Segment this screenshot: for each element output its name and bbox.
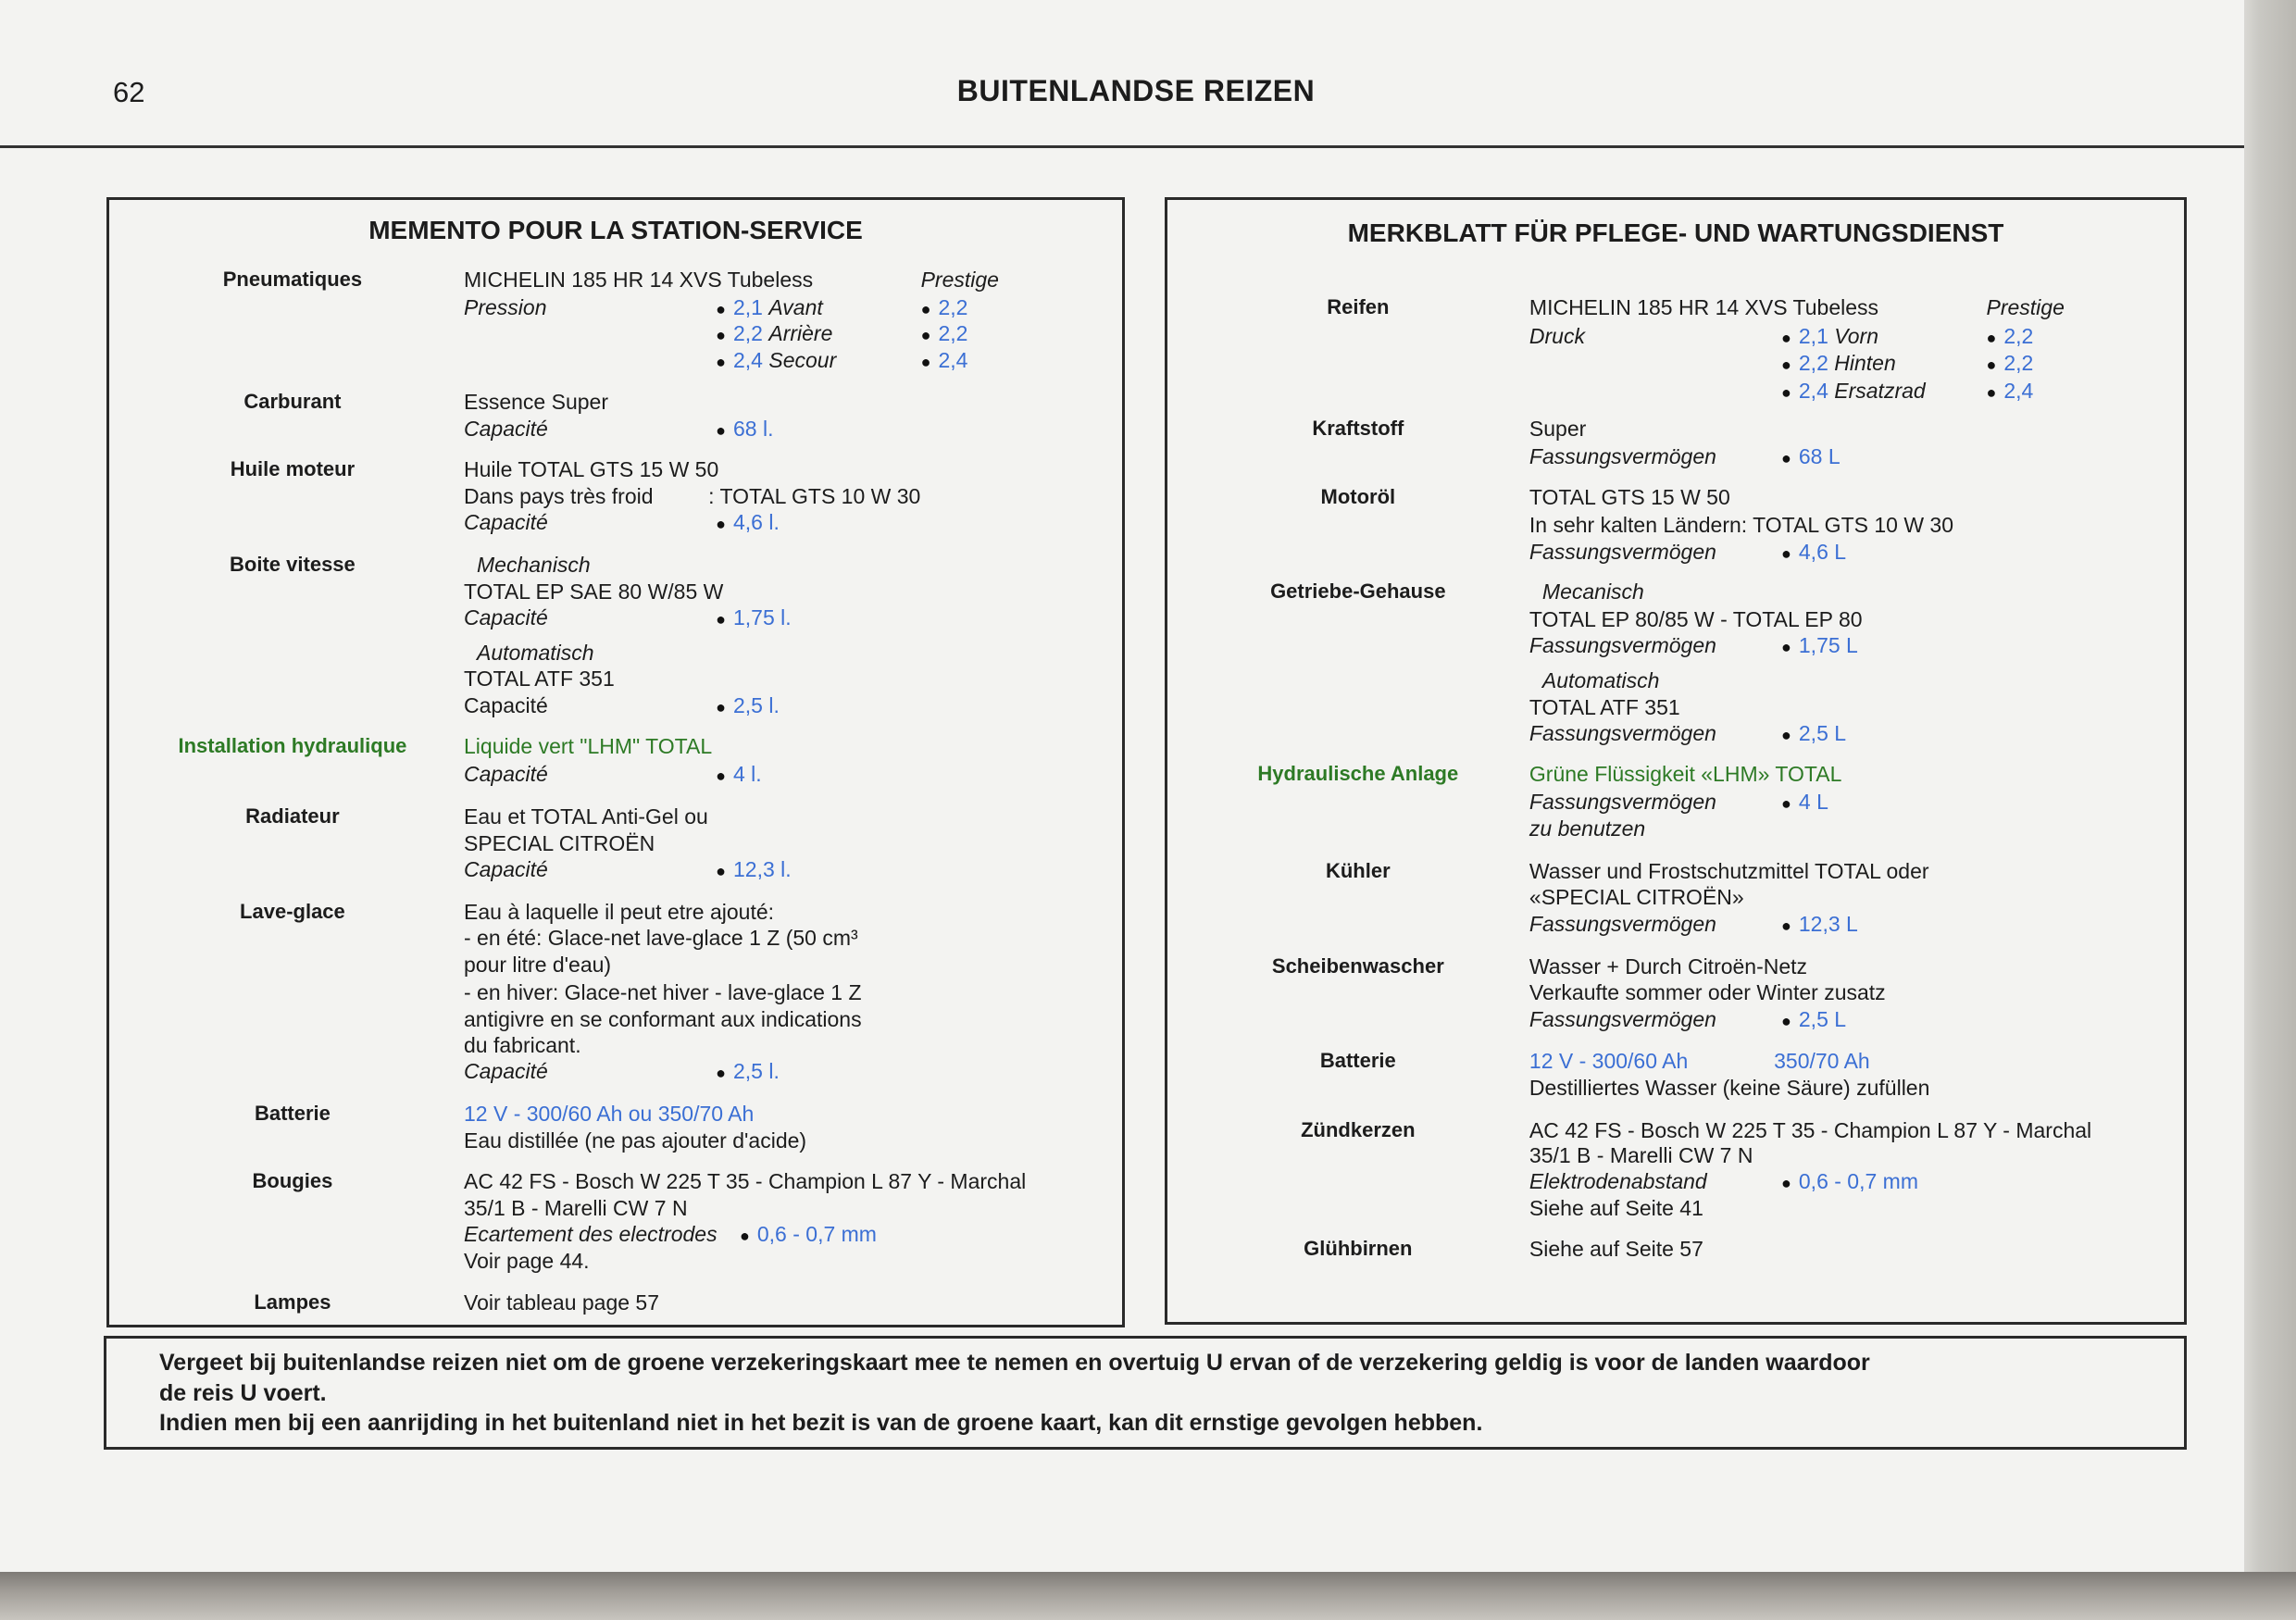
bullet-icon: ● (716, 326, 726, 345)
value-note: Hinten (1834, 350, 1896, 375)
bullet-icon: ● (920, 299, 931, 318)
note-line: Vergeet bij buitenlandse reizen niet om de groene verzekeringskaart mee te nemen en overtuig U ervan of de verzekering geldig is voor de landen waardoor (159, 1350, 1870, 1376)
spec-value (716, 692, 780, 721)
value-text: 2,4 (1798, 378, 1828, 403)
page-number: 62 (113, 76, 145, 108)
spec-value (716, 508, 780, 538)
value-text: 0,6 - 0,7 mm (1798, 1169, 1918, 1194)
spec-line: MICHELIN 185 HR 14 XVS Tubeless (464, 267, 814, 292)
spec-line-extra: 350/70 Ah (1774, 1049, 1870, 1074)
spec-line: Fassungsvermögen (1529, 633, 1716, 658)
bullet-icon: ● (740, 1227, 750, 1246)
bullet-icon: ● (1781, 329, 1791, 348)
value-text: 1,75 L (1798, 633, 1858, 658)
prestige-value (921, 293, 968, 323)
spec-line: Verkaufte sommer oder Winter zusatz (1529, 980, 1886, 1005)
bullet-icon: ● (1781, 1174, 1791, 1193)
prestige-text: 2,4 (2003, 378, 2034, 403)
bullet-icon: ● (1986, 382, 1997, 402)
value-text: 12,3 l. (732, 857, 792, 882)
spec-line: Capacité (464, 692, 548, 717)
spec-line: Wasser und Frostschutzmittel TOTAL oder (1529, 858, 1929, 883)
spec-line: Liquide vert "LHM" TOTAL (464, 734, 713, 759)
spec-value (716, 415, 773, 444)
spec-line: SPECIAL CITROËN (464, 830, 655, 855)
prestige-value (921, 266, 999, 293)
bullet-icon: ● (920, 352, 931, 371)
value-note: Vorn (1834, 324, 1878, 349)
spec-value (716, 293, 823, 323)
section-label: Zündkerzen (1301, 1117, 1416, 1141)
left-panel-title: MEMENTO POUR LA STATION-SERVICE (368, 216, 863, 244)
value-text: 4,6 l. (732, 510, 780, 535)
prestige-text: 2,2 (2003, 350, 2034, 375)
spec-value (716, 855, 792, 885)
value-text: 1,75 l. (732, 605, 792, 630)
prestige-text: 2,2 (938, 321, 968, 346)
section-label: Kraftstoff (1312, 416, 1404, 440)
spec-line: - en été: Glace-net lave-glace 1 Z (50 cm³ (464, 926, 858, 951)
spec-line: Ecartement des electrodes (464, 1222, 718, 1247)
value-text: 4,6 L (1798, 539, 1847, 564)
spec-value (716, 760, 762, 790)
spec-line: TOTAL ATF 351 (1529, 694, 1680, 719)
value-text: 68 L (1798, 444, 1841, 468)
value-text: 2,5 L (1798, 1006, 1847, 1031)
spec-line: Fassungsvermögen (1529, 911, 1716, 936)
bullet-icon: ● (716, 420, 726, 440)
spec-line: 35/1 B - Marelli CW 7 N (1529, 1142, 1753, 1167)
spec-line: Pression (464, 294, 547, 319)
spec-line: In sehr kalten Ländern: TOTAL GTS 10 W 30 (1529, 513, 1954, 538)
section-label: Installation hydraulique (178, 734, 407, 758)
value-text: 2,1 (1798, 324, 1828, 349)
bullet-icon: ● (716, 766, 726, 786)
bullet-icon: ● (716, 610, 726, 629)
spec-value (1781, 1167, 1918, 1197)
prestige-value (1987, 293, 2065, 321)
bullet-icon: ● (1781, 355, 1791, 374)
spec-line: Mechanisch (477, 553, 591, 578)
bullet-icon: ● (1781, 916, 1791, 935)
spec-line: Essence Super (464, 390, 608, 415)
spec-line: TOTAL GTS 15 W 50 (1529, 485, 1730, 510)
section-label: Batterie (254, 1102, 331, 1126)
bullet-icon: ● (1986, 329, 1997, 348)
spec-line: Grüne Flüssigkeit «LHM» TOTAL (1529, 762, 1842, 787)
section-label: Getriebe-Gehause (1270, 579, 1446, 603)
spec-value (1781, 910, 1858, 940)
spec-line: Siehe auf Seite 41 (1529, 1195, 1703, 1220)
spec-line: Destilliertes Wasser (keine Säure) zufüllen (1529, 1075, 1930, 1100)
value-text: 2,1 (732, 294, 763, 319)
value-text: 0,6 - 0,7 mm (756, 1222, 877, 1247)
spec-line: Siehe auf Seite 57 (1529, 1236, 1703, 1261)
spec-line: Huile TOTAL GTS 15 W 50 (464, 457, 719, 482)
spec-line: Super (1529, 416, 1587, 441)
spec-line: 12 V - 300/60 Ah (1529, 1049, 1689, 1074)
spec-line: Fassungsvermögen (1529, 1006, 1716, 1031)
section-label: Kühler (1325, 858, 1391, 882)
spec-value (1781, 349, 1896, 379)
section-label: Reifen (1327, 294, 1390, 318)
prestige-text: 2,2 (2003, 324, 2034, 349)
spec-line: Capacité (464, 762, 548, 787)
value-note: Avant (768, 294, 823, 319)
bullet-icon: ● (1781, 794, 1791, 814)
page-title: BUITENLANDSE REIZEN (956, 74, 1316, 107)
value-note: Ersatzrad (1834, 378, 1926, 403)
spec-line: Eau distillée (ne pas ajouter d'acide) (464, 1128, 807, 1153)
section-label: Glühbirnen (1304, 1236, 1413, 1260)
value-note: Secour (768, 347, 837, 372)
spec-line: antigivre en se conformant aux indications (464, 1006, 862, 1031)
section-label: Carburant (243, 390, 342, 414)
spec-line: TOTAL EP SAE 80 W/85 W (464, 579, 724, 604)
spec-value (1781, 631, 1858, 661)
spec-line: zu benutzen (1529, 816, 1646, 841)
spec-value (716, 604, 792, 633)
green-card-note (104, 1336, 2187, 1450)
note-line: Indien men bij een aanrijding in het buitenland niet in het bezit is van de groene kaart, kan dit ernstige gevolgen hebben. (159, 1410, 1483, 1436)
value-text: 4 L (1798, 790, 1828, 815)
spec-value (716, 1057, 780, 1087)
spec-line: Capacité (464, 416, 548, 441)
spec-value (1781, 719, 1846, 749)
spec-value (1781, 377, 1926, 406)
bullet-icon: ● (716, 1064, 726, 1083)
prestige-text: Prestige (1986, 294, 2065, 319)
value-note: Arrière (768, 321, 833, 346)
prestige-text: 2,4 (938, 347, 968, 372)
bullet-icon: ● (716, 515, 726, 534)
section-label: Motoröl (1320, 485, 1396, 509)
spec-value (716, 319, 832, 349)
spec-line: Eau et TOTAL Anti-Gel ou (464, 804, 708, 829)
prestige-value (1987, 377, 2034, 406)
bullet-icon: ● (1781, 449, 1791, 467)
section-label: Lampes (254, 1290, 331, 1315)
spec-line: Capacité (464, 510, 548, 535)
section-label: Pneumatiques (222, 267, 363, 291)
spec-line: Fassungsvermögen (1529, 790, 1716, 815)
prestige-value (921, 319, 968, 349)
note-line: de reis U voert. (159, 1380, 327, 1406)
left-panel-memento (106, 197, 1125, 1327)
spec-line: Capacité (464, 605, 548, 630)
spec-line: Fassungsvermögen (1529, 539, 1716, 564)
spec-value (740, 1220, 877, 1250)
value-text: 68 l. (732, 416, 774, 441)
bullet-icon: ● (1986, 355, 1997, 374)
spec-line: - en hiver: Glace-net hiver - lave-glace 1 Z (464, 980, 862, 1005)
prestige-text: 2,2 (938, 294, 968, 319)
spec-line: TOTAL ATF 351 (464, 667, 615, 692)
spec-line: Elektrodenabstand (1529, 1169, 1707, 1194)
section-label: Scheibenwascher (1271, 953, 1444, 978)
value-text: 2,2 (1798, 350, 1828, 375)
bullet-icon: ● (1781, 543, 1791, 563)
spec-line: «SPECIAL CITROËN» (1529, 885, 1744, 910)
prestige-value (921, 346, 968, 376)
spec-line: pour litre d'eau) (464, 952, 612, 977)
spec-line: Mecanisch (1541, 579, 1644, 604)
bullet-icon: ● (1781, 638, 1791, 657)
section-label: Boite vitesse (230, 553, 356, 577)
spec-value (1781, 442, 1841, 472)
spec-line: Capacité (464, 1059, 548, 1084)
value-text: 2,4 (732, 347, 763, 372)
spec-line: 35/1 B - Marelli CW 7 N (464, 1195, 688, 1220)
header-rule (0, 145, 2244, 148)
spec-line: Wasser + Durch Citroën-Netz (1529, 953, 1808, 978)
spec-line: MICHELIN 185 HR 14 XVS Tubeless (1529, 294, 1879, 319)
prestige-text: Prestige (920, 267, 999, 292)
spec-line: Druck (1529, 324, 1585, 349)
spec-line: Automatisch (1541, 668, 1660, 693)
prestige-value (1987, 349, 2034, 379)
value-text: 12,3 L (1798, 911, 1858, 936)
bullet-icon: ● (1781, 1011, 1791, 1030)
spec-line: Fassungsvermögen (1529, 721, 1716, 745)
section-label: Radiateur (245, 804, 340, 829)
bullet-icon: ● (716, 352, 726, 371)
bullet-icon: ● (1781, 382, 1791, 402)
section-label: Bougies (252, 1169, 333, 1193)
section-label: Huile moteur (230, 457, 356, 481)
page-bottom-edge (0, 1572, 2296, 1620)
spec-line: Capacité (464, 857, 548, 882)
spec-line: Fassungsvermögen (1529, 444, 1716, 468)
spec-line: AC 42 FS - Bosch W 225 T 35 - Champion L 87 Y - Marchal (1529, 1117, 2092, 1142)
spec-value (1781, 1005, 1846, 1035)
spec-value (1781, 322, 1878, 352)
section-label: Hydraulische Anlage (1257, 762, 1459, 786)
section-label: Lave-glace (240, 900, 345, 924)
spec-line: TOTAL EP 80/85 W - TOTAL EP 80 (1529, 606, 1863, 631)
spec-line: 12 V - 300/60 Ah ou 350/70 Ah (464, 1102, 755, 1127)
right-panel-merkblatt (1165, 197, 2187, 1325)
right-panel-title: MERKBLATT FÜR PFLEGE- UND WARTUNGSDIENST (1347, 218, 2004, 247)
value-text: 2,5 l. (732, 692, 780, 717)
spec-line: Voir tableau page 57 (464, 1290, 660, 1315)
spec-value (716, 346, 836, 376)
value-text: 2,2 (732, 321, 763, 346)
bullet-icon: ● (716, 299, 726, 318)
value-text: 2,5 L (1798, 721, 1847, 745)
bullet-icon: ● (920, 326, 931, 345)
spec-line: Dans pays très froid (464, 483, 654, 508)
value-text: 2,5 l. (732, 1059, 780, 1084)
spec-line: du fabricant. (464, 1032, 581, 1057)
spec-line: Voir page 44. (464, 1248, 590, 1273)
bullet-icon: ● (716, 697, 726, 717)
bullet-icon: ● (716, 862, 726, 881)
bullet-icon: ● (1781, 726, 1791, 744)
spec-value (1781, 538, 1846, 567)
spec-line-extra: : TOTAL GTS 10 W 30 (708, 483, 921, 508)
spec-line: Automatisch (477, 641, 594, 665)
value-text: 4 l. (732, 762, 762, 787)
page-edge (2244, 0, 2296, 1620)
section-label: Batterie (1319, 1049, 1396, 1073)
spec-line: Eau à laquelle il peut etre ajouté: (464, 900, 775, 925)
prestige-value (1987, 322, 2034, 352)
spec-line: AC 42 FS - Bosch W 225 T 35 - Champion L 87 Y - Marchal (464, 1169, 1027, 1194)
spec-value (1781, 788, 1828, 817)
